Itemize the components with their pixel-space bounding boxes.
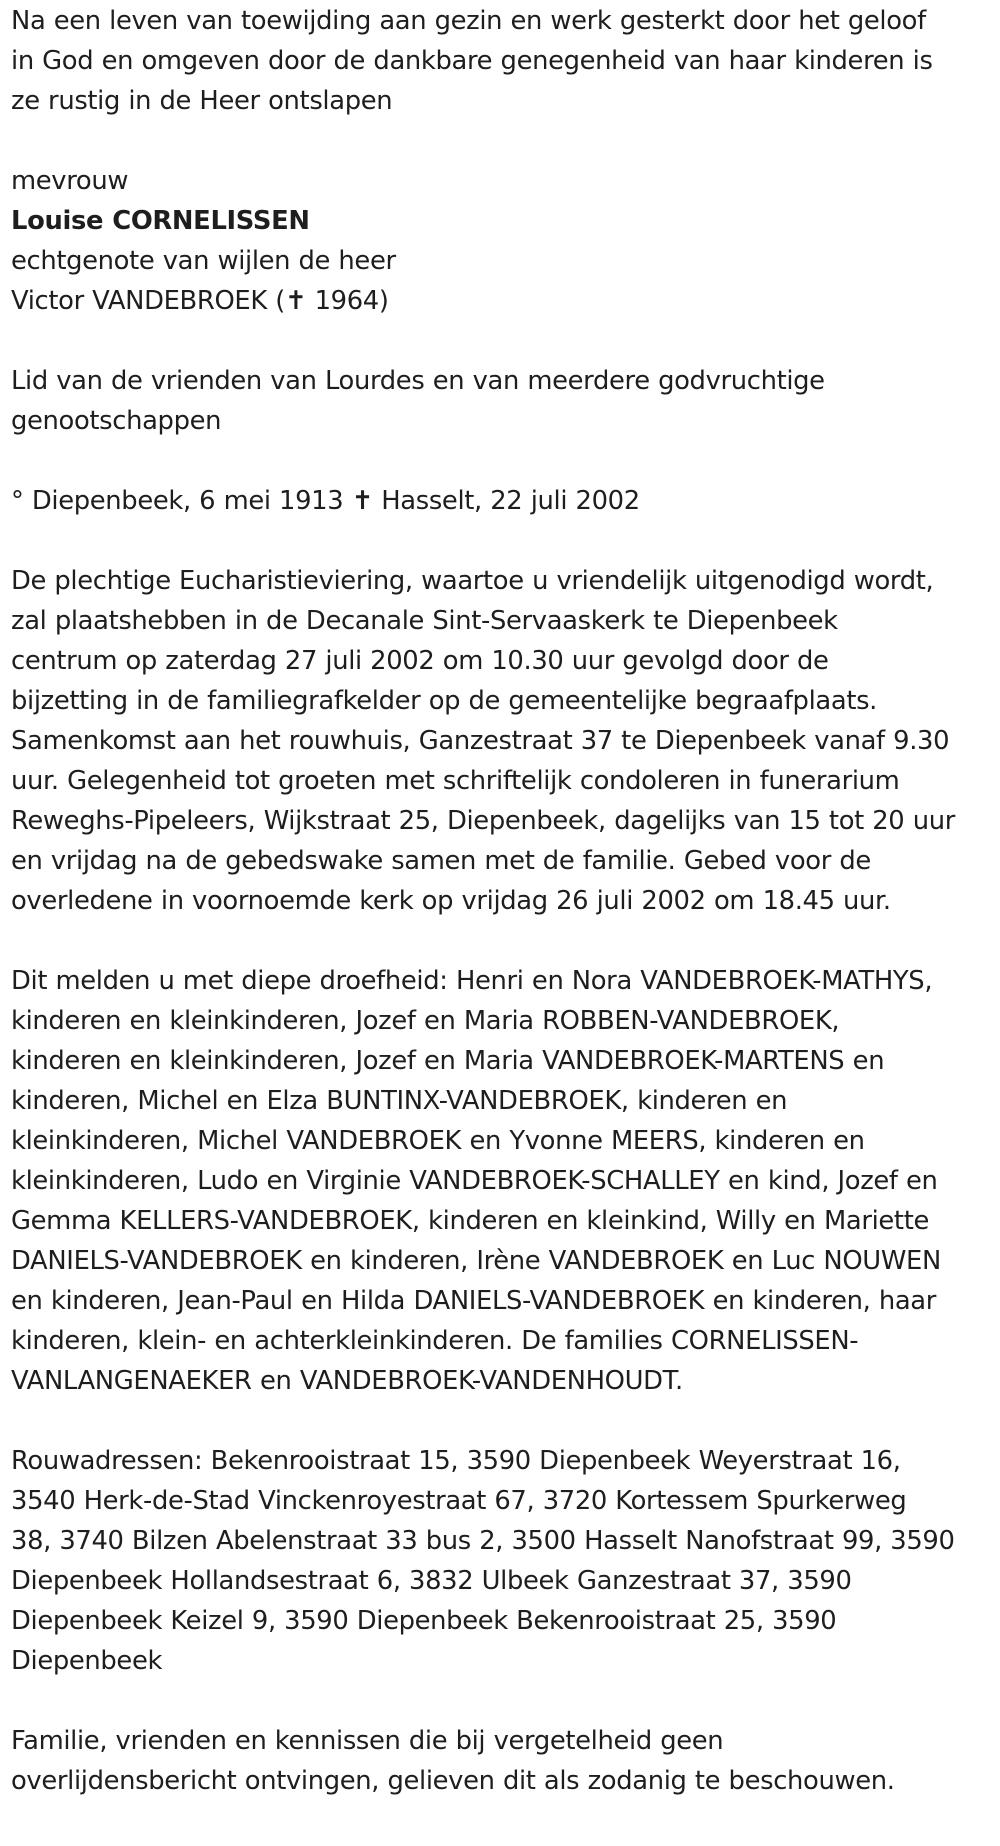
closing-paragraph	[11, 1721, 996, 1801]
ceremony-paragraph	[11, 561, 996, 921]
birth-death-line: ° Diepenbeek, 6 mei 1913 ✝ Hasselt, 22 juli 2002	[11, 486, 640, 516]
addresses-paragraph	[11, 1441, 996, 1681]
closing-line: Familie, vrienden en kennissen die bij vergetelheid geen	[11, 1726, 724, 1756]
deceased-block	[11, 161, 996, 321]
address-line: 38, 3740 Bilzen Abelenstraat 33 bus 2, 3500 Hasselt Nanofstraat 99, 3590	[11, 1526, 955, 1556]
family-line: kinderen, klein- en achterkleinkinderen. De families CORNELISSEN-	[11, 1326, 859, 1356]
family-line: Dit melden u met diepe droefheid: Henri en Nora VANDEBROEK-MATHYS,	[11, 966, 933, 996]
deceased-title: mevrouw	[11, 166, 129, 196]
family-line: Gemma KELLERS-VANDEBROEK, kinderen en kleinkind, Willy en Mariette	[11, 1206, 929, 1236]
deceased-relation: echtgenote van wijlen de heer	[11, 246, 396, 276]
deceased-name: Louise CORNELISSEN	[11, 206, 310, 236]
ceremony-line: De plechtige Eucharistieviering, waartoe u vriendelijk uitgenodigd wordt,	[11, 566, 934, 596]
intro-line: in God en omgeven door de dankbare genegenheid van haar kinderen is	[11, 46, 933, 76]
ceremony-line: centrum op zaterdag 27 juli 2002 om 10.30 uur gevolgd door de	[11, 646, 829, 676]
ceremony-line: en vrijdag na de gebedswake samen met de familie. Gebed voor de	[11, 846, 871, 876]
ceremony-line: bijzetting in de familiegrafkelder op de gemeentelijke begraafplaats.	[11, 686, 878, 716]
spouse-name: Victor VANDEBROEK (✝ 1964)	[11, 286, 389, 316]
membership-line: Lid van de vrienden van Lourdes en van meerdere godvruchtige	[11, 366, 825, 396]
ceremony-line: Samenkomst aan het rouwhuis, Ganzestraat 37 te Diepenbeek vanaf 9.30	[11, 726, 950, 756]
family-line: en kinderen, Jean-Paul en Hilda DANIELS-VANDEBROEK en kinderen, haar	[11, 1286, 936, 1316]
address-line: 3540 Herk-de-Stad Vinckenroyestraat 67, 3720 Kortessem Spurkerweg	[11, 1486, 907, 1516]
membership-line: genootschappen	[11, 406, 222, 436]
life-dates	[11, 481, 996, 521]
family-line: DANIELS-VANDEBROEK en kinderen, Irène VANDEBROEK en Luc NOUWEN	[11, 1246, 941, 1276]
family-line: VANLANGENAEKER en VANDEBROEK-VANDENHOUDT.	[11, 1366, 683, 1396]
ceremony-line: zal plaatshebben in de Decanale Sint-Servaaskerk te Diepenbeek	[11, 606, 838, 636]
intro-line: Na een leven van toewijding aan gezin en werk gesterkt door het geloof	[11, 6, 926, 36]
closing-line: overlijdensbericht ontvingen, gelieven dit als zodanig te beschouwen.	[11, 1766, 895, 1796]
family-line: kleinkinderen, Michel VANDEBROEK en Yvonne MEERS, kinderen en	[11, 1126, 865, 1156]
address-line: Diepenbeek Hollandsestraat 6, 3832 Ulbeek Ganzestraat 37, 3590	[11, 1566, 852, 1596]
family-paragraph	[11, 961, 996, 1401]
intro-line: ze rustig in de Heer ontslapen	[11, 86, 393, 116]
family-line: kinderen en kleinkinderen, Jozef en Maria ROBBEN-VANDEBROEK,	[11, 1006, 840, 1036]
family-line: kleinkinderen, Ludo en Virginie VANDEBROEK-SCHALLEY en kind, Jozef en	[11, 1166, 938, 1196]
membership-paragraph	[11, 361, 996, 441]
ceremony-line: Reweghs-Pipeleers, Wijkstraat 25, Diepenbeek, dagelijks van 15 tot 20 uur	[11, 806, 955, 836]
family-line: kinderen, Michel en Elza BUNTINX-VANDEBROEK, kinderen en	[11, 1086, 788, 1116]
ceremony-line: overledene in voornoemde kerk op vrijdag 26 juli 2002 om 18.45 uur.	[11, 886, 891, 916]
address-line: Rouwadressen: Bekenrooistraat 15, 3590 Diepenbeek Weyerstraat 16,	[11, 1446, 901, 1476]
family-line: kinderen en kleinkinderen, Jozef en Maria VANDEBROEK-MARTENS en	[11, 1046, 885, 1076]
intro-paragraph	[11, 1, 996, 121]
obituary-notice	[11, 0, 996, 1801]
address-line: Diepenbeek	[11, 1646, 163, 1676]
address-line: Diepenbeek Keizel 9, 3590 Diepenbeek Bekenrooistraat 25, 3590	[11, 1606, 837, 1636]
ceremony-line: uur. Gelegenheid tot groeten met schriftelijk condoleren in funerarium	[11, 766, 900, 796]
